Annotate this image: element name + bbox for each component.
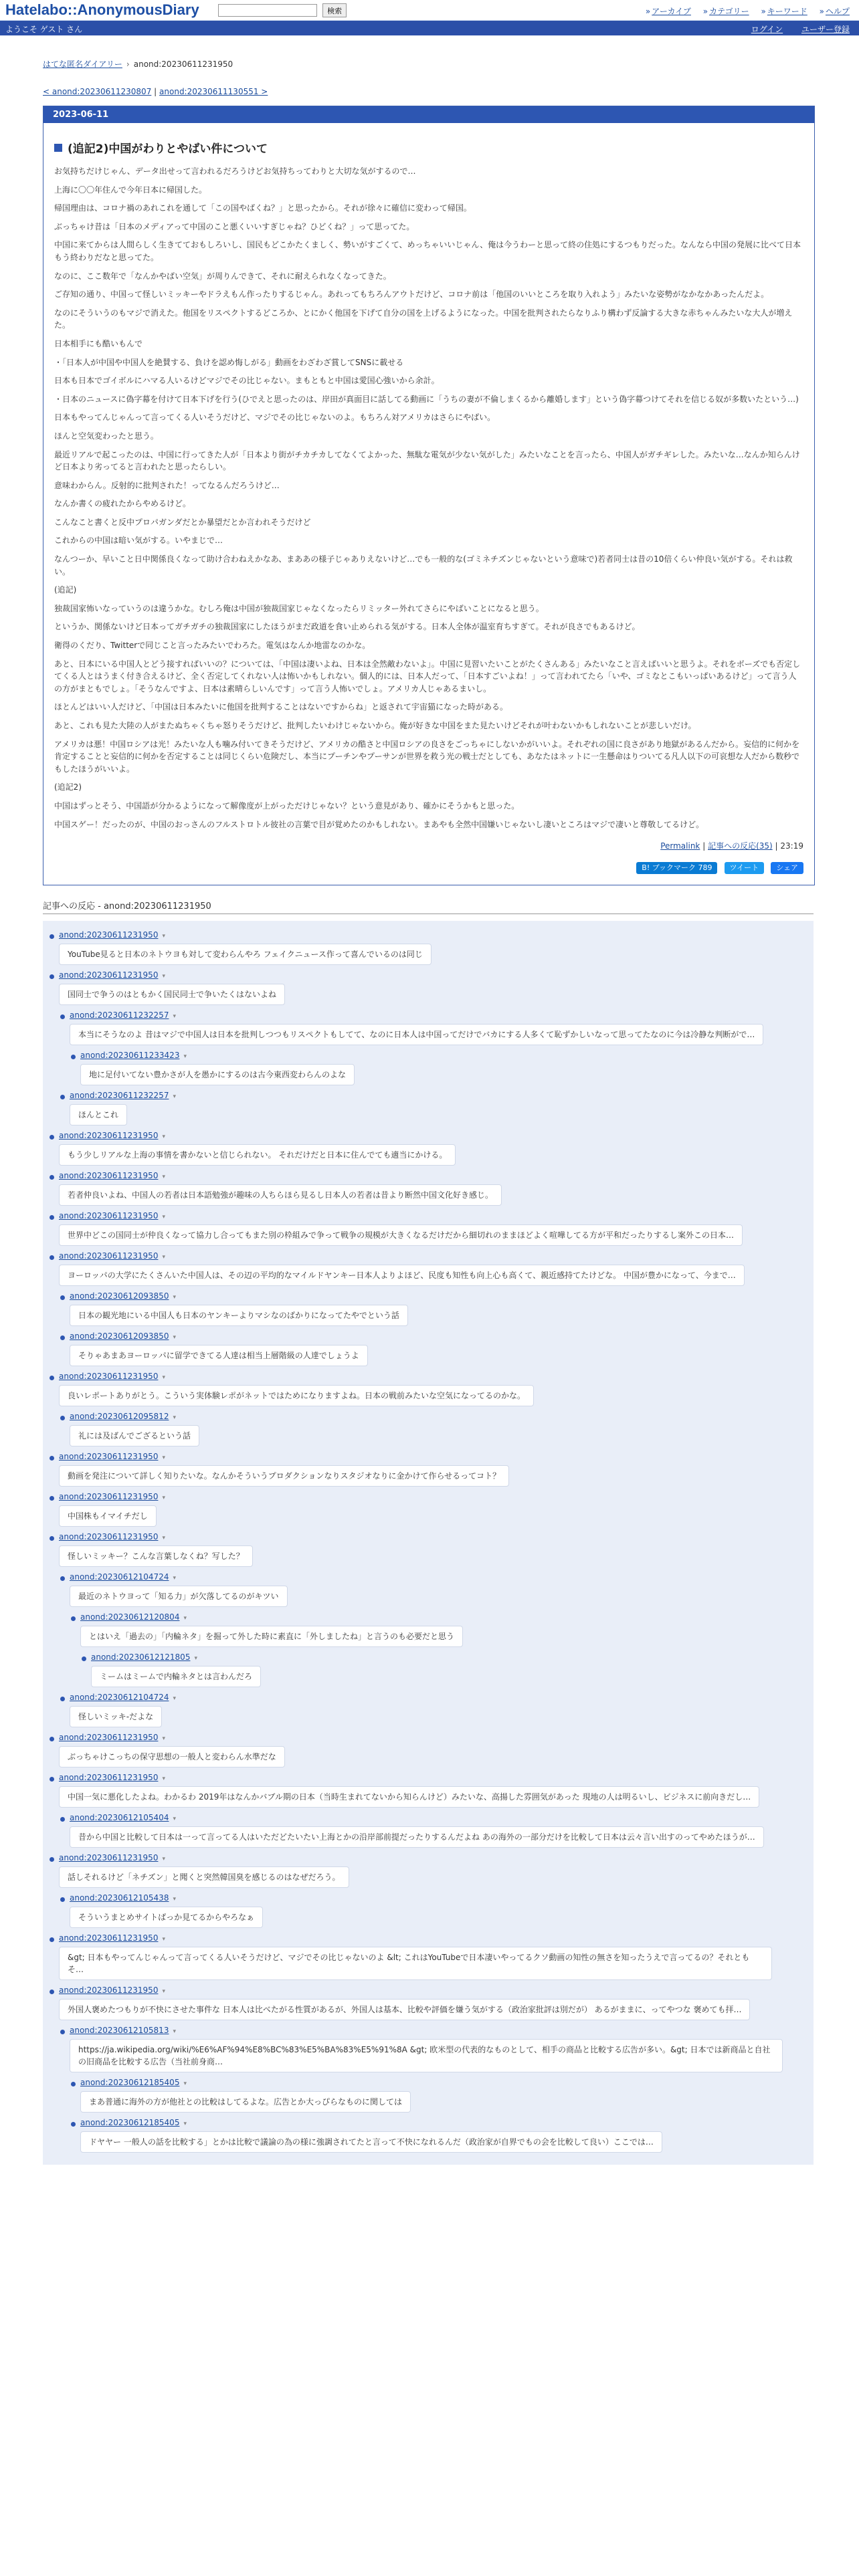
toggle-caret-icon[interactable]: ▾ — [162, 1776, 165, 1783]
toggle-caret-icon[interactable]: ▾ — [183, 1615, 187, 1622]
reaction-text: とはいえ「過去の」「内輪ネタ」を掘って外した時に素直に「外しましたね」と言うのも必要だと思う — [80, 1626, 463, 1647]
reaction-header — [70, 1331, 814, 1341]
reaction-item — [59, 1452, 814, 1487]
reaction-id-link[interactable]: anond:20230611231950 — [59, 1532, 159, 1542]
toggle-caret-icon[interactable]: ▾ — [194, 1655, 197, 1662]
reaction-subthread — [59, 1010, 814, 1125]
reaction-header — [59, 1131, 814, 1140]
reaction-item — [59, 1985, 814, 2153]
search-button[interactable]: 検索 — [322, 3, 347, 17]
toggle-caret-icon[interactable]: ▾ — [162, 1134, 165, 1141]
reaction-text: 昔から中国と比較して日本は一って言ってる人はいただどたいたい上海とかの沿岸部前提だったりするんだよね あの海外の一部分だけを比較して日本は云々言い出すのってやめたほうが… — [70, 1826, 764, 1848]
reaction-id-link[interactable]: anond:20230611231950 — [59, 1372, 159, 1382]
entry-body — [54, 165, 803, 831]
reaction-id-link[interactable]: anond:20230612093850 — [70, 1331, 169, 1341]
footer-separator: | — [702, 841, 706, 851]
toggle-caret-icon[interactable]: ▾ — [162, 1936, 165, 1943]
entry-paragraph: 意味わからん。反射的に批判された！ってなるんだろうけど… — [54, 480, 280, 490]
reaction-subthread — [59, 1291, 814, 1366]
entry-paragraph: ご存知の通り、中国って怪しいミッキーやドラえもん作ったりするじゃん。あれってもちろんアウトだけど、コロナ前は「他国のいいところを取り入れよう」みたいな姿勢がなかなかあったんだよ。 — [54, 290, 769, 300]
reaction-id-link[interactable]: anond:20230611231950 — [59, 1211, 159, 1221]
entry-paragraph: アメリカは悪！中国ロシアは光！みたいな人も噛み付いてきそうだけど、アメリカの酷さと中国ロシアの良さをごっちゃにしないかがいいよ。それぞれの国に良さがあり地獄があるんだから。妄信的に何かを肯定することと妄信的に何かを否定することは同じくらい危険だし、本当にプーチンやプーサンが世界を救う光の戦士だとしても、あなたはネットに一生懸命はりついてる凡人以下の可哀想な人だから数秒でもしたほうがいいよ。 — [54, 739, 800, 774]
entry-paragraph: ・「日本人が中国や中国人を絶賛する、負けを認め悔しがる」動画をわざわざ賞してSNSに載せる — [54, 357, 404, 367]
toggle-caret-icon[interactable]: ▾ — [173, 1695, 176, 1703]
reaction-text: 良いレポートありがとう。こういう実体験レポがネットではためになりますよね。日本の戦前みたいな空気になってるのかな。 — [59, 1385, 534, 1406]
reaction-text: 日本の観光地にいる中国人も日本のヤンキーよりマシなのばかりになってたやでという話 — [70, 1305, 408, 1326]
entry-title[interactable] — [54, 139, 803, 156]
reaction-item — [70, 1010, 814, 1085]
nav-category[interactable]: » カテゴリー — [703, 7, 749, 16]
reaction-header — [59, 1372, 814, 1381]
toggle-caret-icon[interactable]: ▾ — [173, 1816, 176, 1823]
toggle-caret-icon[interactable]: ▾ — [173, 1896, 176, 1903]
reaction-text: 話しそれるけど「ネチズン」と聞くと突然韓国臭を感じるのはなぜだろう。 — [59, 1866, 349, 1888]
reaction-text: ヨーロッパの大学にたくさんいた中国人は、その辺の平均的なマイルドヤンキー日本人よりよほど、民度も知性も向上心も高くて、親近感持てたけどな。 中国が豊かになって、今まで… — [59, 1265, 745, 1286]
toggle-caret-icon[interactable]: ▾ — [162, 973, 165, 980]
toggle-caret-icon[interactable]: ▾ — [173, 2028, 176, 2036]
reaction-id-link[interactable]: anond:20230611231950 — [59, 1452, 159, 1462]
reaction-id-link[interactable]: anond:20230612104724 — [70, 1693, 169, 1703]
entry-paragraph: ほんと空気変わったと思う。 — [54, 431, 159, 441]
entry-paragraph: なのにそういうのもマジで消えた。他国をリスペクトするどころか、とにかく他国を下げて自分の国を上げるようになった。中国を批判されたらなりふり構わず反論する大きな赤ちゃんみたいな大人が増えた。 — [54, 308, 793, 330]
reaction-header — [70, 1693, 814, 1702]
toggle-caret-icon[interactable]: ▾ — [162, 1735, 165, 1743]
reaction-thread — [43, 930, 814, 2153]
reaction-item — [80, 2118, 814, 2153]
reaction-text: 怪しいミッキ-だよな — [70, 1706, 162, 1727]
reaction-id-link[interactable]: anond:20230612105813 — [70, 2026, 169, 2036]
register-link[interactable]: ユーザー登録 — [801, 25, 850, 34]
reaction-item — [59, 1372, 814, 1446]
reaction-header — [59, 930, 814, 940]
entry-time: | 23:19 — [775, 841, 803, 851]
toggle-caret-icon[interactable]: ▾ — [162, 1856, 165, 1863]
reaction-text: 礼には及ばんでござるという話 — [70, 1425, 199, 1446]
reaction-text: ドヤヤー 一般人の話を比較する」とかは比較で議論の為の様に強調されてたと言って不快になれるんだ（政治家が自界でもの会を比較して良い）ここでは… — [80, 2131, 662, 2153]
breadcrumb — [43, 58, 859, 70]
toggle-caret-icon[interactable]: ▾ — [183, 2080, 187, 2088]
reaction-id-link[interactable]: anond:20230611231950 — [59, 1933, 159, 1943]
reaction-header — [59, 1853, 814, 1862]
entry-paragraph: 中国スゲー！だったのが、中国のおっさんのフルストロトル彼社の言葉で目が覚めたのかもしれない。まあやも全然中国嫌いじゃないし凄いところはマジで凄いと尊敬してるけど。 — [54, 819, 704, 829]
reaction-id-link[interactable]: anond:20230611231950 — [59, 1733, 159, 1743]
entry-paragraph: というか、関係ないけど日本ってガチガチの独裁国家にしたほうがまだ政道を食い止められる気がする。日本人全体が温室育ちすぎて。それが良さでもあるけど。 — [54, 622, 640, 632]
toggle-caret-icon[interactable]: ▾ — [173, 1294, 176, 1301]
reaction-header — [70, 1091, 814, 1100]
entry-date: 2023-06-11 — [43, 106, 814, 123]
entry-paragraph: 独裁国家怖いなっていうのは違うかな。むしろ俺は中国が独裁国家じゃなくなったらリミッター外れてさらにやばいことになると思う。 — [54, 603, 544, 613]
toggle-caret-icon[interactable]: ▾ — [162, 1214, 165, 1221]
reaction-header — [70, 1813, 814, 1822]
reaction-header — [80, 1612, 814, 1622]
reaction-header — [59, 1773, 814, 1782]
reaction-item — [70, 1572, 814, 1687]
reaction-id-link[interactable]: anond:20230611231950 — [59, 1853, 159, 1863]
reaction-item — [59, 1532, 814, 1727]
site-logo[interactable]: Hatelabo::AnonymousDiary — [5, 1, 199, 18]
title-square-icon — [54, 144, 62, 152]
reaction-id-link[interactable]: anond:20230611232257 — [70, 1091, 169, 1101]
welcome-text: ようこそ ゲスト さん — [5, 25, 83, 34]
reaction-id-link[interactable]: anond:20230611231950 — [59, 970, 159, 980]
reaction-text: 動画を発注について詳しく知りたいな。なんかそういうプロダクションなりスタジオなりに金かけて作らせるってコト？ — [59, 1465, 509, 1487]
entry-paragraph: ほとんどはいい人だけど、「中国は日本みたいに他国を批判することはないですからね」と返されて宇宙猫になった時がある。 — [54, 702, 508, 712]
reaction-text: 地に足付いてない豊かさが人を愚かにするのは古今東西変わらんのよな — [80, 1064, 355, 1085]
reaction-text: YouTube見ると日本のネトウヨも対して変わらんやろ フェイクニュース作って喜んでいるのは同じ — [59, 944, 432, 965]
reaction-subthread — [59, 2026, 814, 2153]
reaction-text: ぶっちゃけこっちの保守思想の一般人と変わらん水準だな — [59, 1746, 285, 1767]
entry-paragraph: ・日本のニュースに偽字幕を付けて日本下げを行う(ひでえと思ったのは、岸田が真面目に話してる動画に「うちの妻が不倫しまくるから離婚します」という偽字幕つけてそれを信じる奴が多数いたという…) — [54, 394, 799, 404]
entry-paragraph: ぶっちゃけ昔は「日本のメディアって中国のこと悪くいいすぎじゃね？ひどくね？」って思ってた。 — [54, 221, 415, 231]
toggle-caret-icon[interactable]: ▾ — [162, 1455, 165, 1462]
reactions-count-link[interactable]: 記事への反応(35) — [708, 841, 773, 851]
toggle-caret-icon[interactable]: ▾ — [173, 1575, 176, 1582]
reaction-id-link[interactable]: anond:20230612121805 — [91, 1652, 191, 1662]
entry-paragraph: 最近リアルで起こったのは、中国に行ってきた人が「日本より街がチカチカしてなくてよかった、無駄な電気が少ない気がした」みたいなことを言ったら、中国人がガチギレした。みたいな…なんか知らんけど日本より劣ってると言われたと思ったらしい。 — [54, 449, 800, 472]
reaction-item — [59, 970, 814, 1125]
reaction-header — [91, 1652, 814, 1662]
breadcrumb-home[interactable]: はてな匿名ダイアリー — [43, 60, 122, 69]
reaction-header — [59, 970, 814, 980]
toggle-caret-icon[interactable]: ▾ — [173, 1414, 176, 1422]
reaction-header — [59, 1733, 814, 1742]
reaction-text: そういうまとめサイトばっか見てるからやろなぁ — [70, 1907, 263, 1928]
reaction-text: 世界中どこの国同士が仲良くなって協力し合ってもまた別の枠組みで争って戦争の規模が大きくなるだけだから細切れのままほどよく喧嘩してる方が平和だったりするし案外この日本… — [59, 1224, 743, 1246]
reaction-subthread — [59, 1572, 814, 1727]
search-form — [218, 3, 347, 17]
reaction-id-link[interactable]: anond:20230612095812 — [70, 1412, 169, 1422]
entry-paragraph: 帰国理由は、コロナ禍のあれこれを通して「この国やばくね？」と思ったから。それが徐々に確信に変わって帰国。 — [54, 203, 472, 213]
reaction-id-link[interactable]: anond:20230612105438 — [70, 1893, 169, 1903]
reaction-item — [80, 1051, 814, 1085]
reaction-subthread — [70, 2078, 814, 2153]
entry-paragraph: 中国はずっとそう、中国語が分かるようになって解像度が上がっただけじゃない？という意見があり、確かにそうかもと思った。 — [54, 800, 520, 811]
reaction-header — [59, 1532, 814, 1541]
reaction-header — [70, 2026, 814, 2035]
toggle-caret-icon[interactable]: ▾ — [162, 1535, 165, 1542]
next-entry-link[interactable]: anond:20230611130551 > — [159, 87, 268, 96]
reaction-subthread — [70, 1612, 814, 1687]
prev-entry-link[interactable]: < anond:20230611230807 — [43, 87, 152, 96]
reaction-header — [70, 1893, 814, 1903]
reaction-item — [80, 2078, 814, 2113]
reaction-header — [59, 1211, 814, 1220]
toggle-caret-icon[interactable]: ▾ — [162, 1374, 165, 1382]
entry-paragraph: あと、これも見た大陸の人がまたぬちゃくちゃ怒りそうだけど、批判したいわけじゃないから。俺が好きな中国をまた見たいけどそれが叶わないかもしれないことが悲しいだけ。 — [54, 721, 696, 730]
entry-paragraph: なのに、ここ数年で「なんかやばい空気」が周りんできて、それに耐えられなくなってきた。 — [54, 271, 391, 281]
reaction-item — [70, 1693, 814, 1727]
reaction-item — [59, 1131, 814, 1166]
reaction-header — [70, 1412, 814, 1421]
reaction-text: 中国株もイマイチだし — [59, 1505, 157, 1527]
reaction-id-link[interactable]: anond:20230611231950 — [59, 1171, 159, 1181]
reaction-item — [70, 1331, 814, 1366]
reaction-id-link[interactable]: anond:20230612104724 — [70, 1572, 169, 1582]
entry-paragraph: これからの中国は暗い気がする。いやまじで… — [54, 536, 223, 546]
reaction-item — [70, 1412, 814, 1446]
reaction-text: 怪しいミッキー？こんな言葉しなくね？写した？ — [59, 1545, 253, 1567]
reaction-header — [59, 1251, 814, 1261]
reaction-item — [70, 1813, 814, 1848]
reaction-text: ほんとこれ — [70, 1104, 127, 1125]
reaction-item — [59, 1853, 814, 1928]
reaction-id-link[interactable]: anond:20230611231950 — [59, 1492, 159, 1502]
reaction-item — [59, 1171, 814, 1206]
entry-paragraph: 中国に来てからは人間らしく生きてておもしろいし、国民もどこかたくましく、勢いがすごくて、めっちゃいいじゃん、俺は今うわーと思って終の住処にするつもりだった。なんなら中国の発展に比べて日本もう終わりだなと思ってた。 — [54, 240, 801, 262]
reaction-text: 国同士で争うのはともかく国民同士で争いたくはないよね — [59, 984, 285, 1005]
user-bar — [0, 21, 859, 35]
reaction-text: ミームはミームで内輪ネタとは言わんだろ — [91, 1666, 261, 1687]
toggle-caret-icon[interactable]: ▾ — [162, 933, 165, 940]
entry-paragraph: 日本相手にも酷いもんで — [54, 338, 143, 348]
reaction-item — [59, 1211, 814, 1246]
reaction-header — [70, 1291, 814, 1301]
reaction-item — [70, 1091, 814, 1125]
reaction-item — [59, 1492, 814, 1527]
reaction-header — [70, 1010, 814, 1020]
reaction-header — [59, 1933, 814, 1943]
entry-title-text: (追記2)中国がわりとやばい件について — [68, 142, 268, 156]
permalink-link[interactable]: Permalink — [660, 841, 700, 851]
reaction-text: 中国一気に悪化したよね。わかるわ 2019年はなんかバブル期の日本（当時生まれてないから知らんけど）みたいな、高揚した雰囲気があった 現地の人は明るいし、ビジネスに前向きだし… — [59, 1786, 759, 1808]
top-bar — [0, 0, 859, 21]
reaction-text: そりゃあまあヨーロッパに留学できてる人達は相当上層階級の人達でしょうよ — [70, 1345, 368, 1366]
reaction-id-link[interactable]: anond:20230611231950 — [59, 1985, 159, 1996]
reaction-item — [70, 2026, 814, 2153]
reaction-text: https://ja.wikipedia.org/wiki/%E6%AF%94%E8%BC%83%E5%BA%83%E5%91%8A &gt; 欧米型の代表的なものとして、相手の商品と比較する広告が多い。&gt; 日本では新商品と自社の旧商品を比較する広告（当社前身商… — [70, 2039, 783, 2072]
reaction-id-link[interactable]: anond:20230612105404 — [70, 1813, 169, 1823]
reaction-item — [59, 1733, 814, 1767]
entry-paragraph: 日本もやってんじゃんって言ってくる人いそうだけど、マジでその比じゃないのよ。もちろん対アメリカはさらにやばい。 — [54, 413, 496, 423]
tweet-button[interactable]: ツイート — [725, 862, 764, 874]
entry-footer — [54, 840, 803, 851]
entry-paragraph: 日本も日本でゴイボルにハマる人いるけどマジでその比じゃない。まもともと中国は愛国心強いから余計。 — [54, 376, 440, 386]
reaction-item — [70, 1291, 814, 1326]
entry-paragraph: 衛得のくだり、Twitterで同じこと言ったみたいでわろた。電気はなんか地雷なのかな。 — [54, 641, 371, 651]
reaction-header — [59, 1985, 814, 1995]
reaction-subthread — [59, 1813, 814, 1848]
entry-paragraph: あと、日本にいる中国人とどう接すればいいの？については、「中国は凄いよね、日本は全然敵わないよ」。中国に見習いたいことがたくさんある」みたいなこと言えばいいと思うよ。それをボーズでも否定してくる人とはうまく付き合えるけど、全く否定してくれない人は怖いかもしれない。個人的には、日本人だって、「日本すごいよね！」って言われてたら「いや、ゴミなとこもいっぱいあるけど」って言う人の方がまともでしょ。「そうなんですよ、日本は素晴らしいんです」って言う人怖いでしょ。アメリカ人じゃあるまいし。 — [54, 659, 801, 693]
entry-paragraph: なんつーか、早いこと日中関係良くなって助け合わねえかなあ、まああの様子じゃありえないけど…でも一般的な(ゴミネチズンじゃないという意味で)若者同士は昔の10倍くらい仲良い気がする。それは救い。 — [54, 554, 793, 576]
reaction-id-link[interactable]: anond:20230611233423 — [80, 1051, 180, 1061]
nav-help[interactable]: » ヘルプ — [820, 7, 850, 16]
facebook-share-button[interactable]: シェア — [771, 862, 803, 874]
nav-archive[interactable]: » アーカイブ — [646, 7, 691, 16]
entry-paragraph: なんか書くの疲れたからやめるけど。 — [54, 499, 191, 509]
reaction-text: 本当にそうなのよ 昔はマジで中国人は日本を批判しつつもリスペクトもしてて、なのに日本人は中国ってだけでバカにする人多くて恥ずかしいなって思ってたなのに今は冷静な判断がで… — [70, 1024, 763, 1045]
reaction-id-link[interactable]: anond:20230612120804 — [80, 1612, 180, 1622]
hatena-bookmark-button[interactable]: B! ブックマーク 789 — [636, 862, 717, 874]
reaction-text: もう少しリアルな上海の事情を書かないと信じられない。 それだけだと日本に住んでても適当にかける。 — [59, 1144, 456, 1166]
entry-pager — [43, 87, 859, 96]
reaction-subthread — [80, 1652, 814, 1687]
breadcrumb-current: anond:20230611231950 — [133, 60, 233, 69]
reaction-id-link[interactable]: anond:20230612185405 — [80, 2078, 180, 2088]
reaction-text: まあ普通に海外の方が他社との比較はしてるよな。広告とか大っぴらなものに関しては — [80, 2091, 411, 2113]
reaction-header — [70, 1572, 814, 1582]
reaction-header — [80, 2078, 814, 2087]
reaction-item — [59, 1251, 814, 1366]
top-nav — [636, 5, 850, 17]
toggle-caret-icon[interactable]: ▾ — [183, 2121, 187, 2128]
pager-separator: | — [154, 87, 157, 96]
reaction-item — [80, 1612, 814, 1687]
reaction-item — [59, 1773, 814, 1848]
reaction-header — [80, 1051, 814, 1060]
reaction-item — [59, 1933, 814, 1980]
reaction-header — [59, 1452, 814, 1461]
share-bar — [54, 862, 803, 874]
reactions-header: 記事への反応 - anond:20230611231950 — [43, 899, 814, 914]
reaction-id-link[interactable]: anond:20230612185405 — [80, 2118, 180, 2128]
reaction-id-link[interactable]: anond:20230611231950 — [59, 1773, 159, 1783]
reactions-list — [43, 921, 814, 2165]
toggle-caret-icon[interactable]: ▾ — [173, 1334, 176, 1341]
entry-paragraph: 上海に〇〇年住んで今年日本に帰国した。 — [54, 185, 207, 195]
reaction-subthread — [59, 1893, 814, 1928]
reaction-header — [59, 1492, 814, 1501]
reaction-subthread — [70, 1051, 814, 1085]
search-input[interactable] — [218, 4, 317, 17]
entry-paragraph: (追記2) — [54, 782, 82, 792]
toggle-caret-icon[interactable]: ▾ — [173, 1013, 176, 1021]
reaction-header — [80, 2118, 814, 2127]
diary-entry — [43, 106, 815, 885]
reaction-id-link[interactable]: anond:20230611231950 — [59, 1131, 159, 1141]
reaction-item — [91, 1652, 814, 1687]
breadcrumb-separator: › — [126, 60, 130, 69]
reaction-id-link[interactable]: anond:20230611231950 — [59, 930, 159, 940]
toggle-caret-icon[interactable]: ▾ — [173, 1093, 176, 1101]
toggle-caret-icon[interactable]: ▾ — [162, 1495, 165, 1502]
reaction-text: &gt; 日本もやってんじゃんって言ってくる人いそうだけど、マジでその比じゃないのよ &lt; これはYouTubeで日本凄いやってるクソ動画の知性の無さを知ったうえで言ってるの？それともそ… — [59, 1947, 772, 1980]
entry-paragraph: (追記) — [54, 585, 77, 595]
reaction-subthread — [59, 1412, 814, 1446]
reaction-id-link[interactable]: anond:20230612093850 — [70, 1291, 169, 1301]
entry-paragraph: お気持ちだけじゃん、データ出せって言われるだろうけどお気持ちってわりと大切な気がするので… — [54, 167, 416, 176]
reaction-header — [59, 1171, 814, 1180]
reaction-text: 最近のネトウヨって「知る力」が欠落してるのがキツい — [70, 1586, 288, 1607]
reaction-text: 外国人褒めたつもりが不快にさせた事件な 日本人は比べたがる性質があるが、外国人は基本、比較や評価を嫌う気がする（政治家批評は別だが） あるがままに、ってやつな 褒めても拝… — [59, 1999, 750, 2020]
nav-keyword[interactable]: » キーワード — [761, 7, 807, 16]
reaction-text: 若者仲良いよね、中国人の若者は日本語勉強が趣味の人ちらほら見るし日本人の若者は昔より断然中国文化好き感じ。 — [59, 1184, 502, 1206]
reaction-id-link[interactable]: anond:20230611231950 — [59, 1251, 159, 1261]
toggle-caret-icon[interactable]: ▾ — [183, 1053, 187, 1061]
toggle-caret-icon[interactable]: ▾ — [162, 1254, 165, 1261]
reaction-item — [59, 930, 814, 965]
toggle-caret-icon[interactable]: ▾ — [162, 1174, 165, 1181]
toggle-caret-icon[interactable]: ▾ — [162, 1988, 165, 1996]
login-link[interactable]: ログイン — [751, 25, 783, 34]
reaction-id-link[interactable]: anond:20230611232257 — [70, 1010, 169, 1021]
entry-paragraph: こんなこと書くと反中プロパガンダだとか暴望だとか言われそうだけど — [54, 517, 311, 527]
reaction-item — [70, 1893, 814, 1928]
